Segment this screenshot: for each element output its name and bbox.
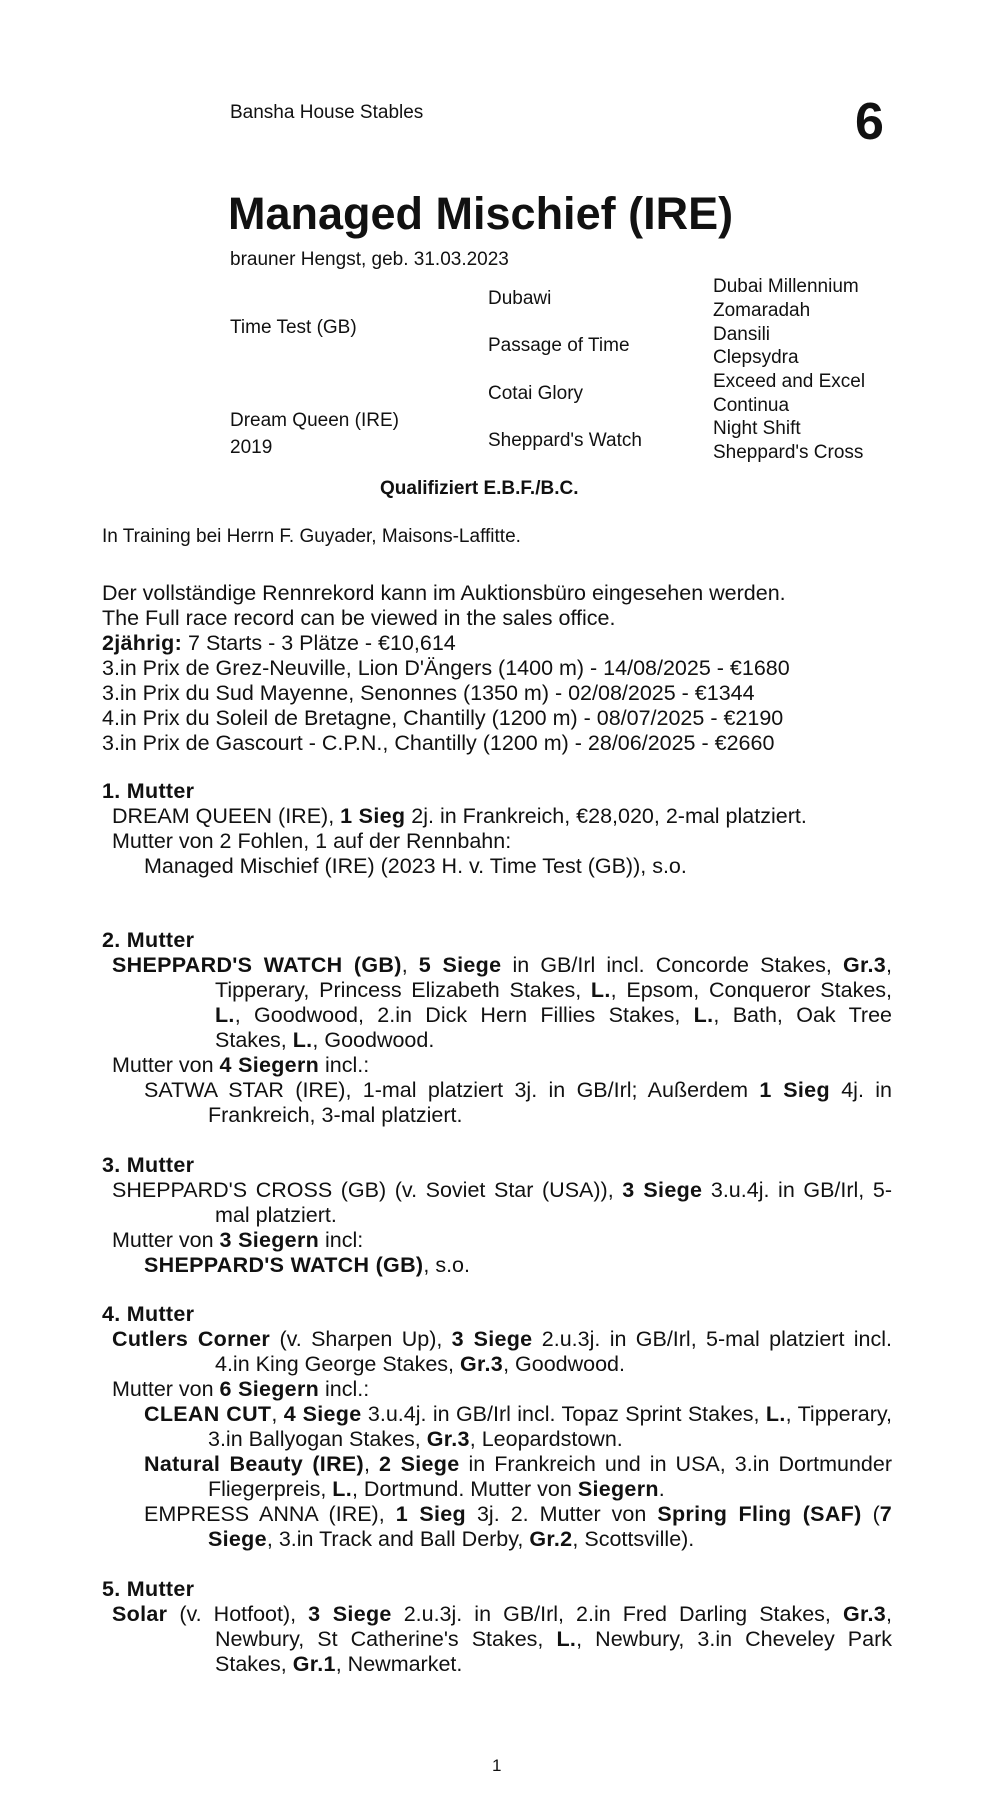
dam-4-produce: Mutter von 6 Siegern incl.: — [112, 1377, 370, 1401]
dam-5-record: Solar (v. Hotfoot), 3 Siege 2.u.3j. in GB/Irl, 2.in Fred Darling Stakes, Gr.3, Newbury, St Catherine's Stakes, L., Newbury, 3.in Cheveley Park Stakes, Gr.1, Newmarket. — [112, 1602, 892, 1676]
dam-4-offspring: EMPRESS ANNA (IRE), 1 Sieg 3j. 2. Mutter von Spring Fling (SAF) (7 Siege, 3.in Track and Ball Derby, Gr.2, Scottsville). — [144, 1502, 893, 1551]
age-label: 2jährig: — [102, 631, 183, 655]
dam-2-offspring: SATWA STAR (IRE), 1-mal platziert 3j. in GB/Irl; Außerdem 1 Sieg 4j. in Frankreich, 3-mal platziert. — [144, 1078, 892, 1127]
g3-ancestor: Sheppard's Cross — [713, 442, 864, 463]
race-line: 3.in Prix de Gascourt - C.P.N., Chantilly (1200 m) - 28/06/2025 - €2660 — [102, 731, 775, 755]
section-heading: 2. Mutter — [102, 928, 195, 952]
g3-ancestor: Exceed and Excel — [713, 371, 866, 392]
dam-4-offspring: Natural Beauty (IRE), 2 Siege in Frankreich und in USA, 3.in Dortmunder Fliegerpreis, L., Dortmund. Mutter von Siegern. — [144, 1452, 892, 1501]
section-heading: 5. Mutter — [102, 1577, 195, 1601]
dam-3-section — [102, 1153, 892, 1278]
g3-ancestor: Zomaradah — [713, 300, 811, 321]
dam-3-produce: Mutter von 3 Siegern incl: — [112, 1228, 364, 1252]
dam-2-section — [102, 928, 892, 1128]
dam-5-section — [102, 1577, 892, 1677]
qualification: Qualifiziert E.B.F./B.C. — [380, 478, 579, 499]
dam-sire: Cotai Glory — [488, 383, 584, 404]
record-note-de: Der vollständige Rennrekord kann im Auktionsbüro eingesehen werden. — [102, 581, 786, 605]
race-record — [102, 581, 902, 756]
dam-1-record: DREAM QUEEN (IRE), 1 Sieg 2j. in Frankreich, €28,020, 2-mal platziert. — [112, 804, 807, 828]
dam-2-produce: Mutter von 4 Siegern incl.: — [112, 1053, 370, 1077]
dam-1-produce: Mutter von 2 Fohlen, 1 auf der Rennbahn: — [112, 829, 512, 853]
race-line: 3.in Prix du Sud Mayenne, Senonnes (1350 m) - 02/08/2025 - €1344 — [102, 681, 755, 705]
g3-ancestor: Continua — [713, 395, 790, 416]
section-heading: 4. Mutter — [102, 1302, 195, 1326]
section-heading: 3. Mutter — [102, 1153, 195, 1177]
dam-3-offspring: SHEPPARD'S WATCH (GB), s.o. — [144, 1253, 470, 1277]
dam-1-foal: Managed Mischief (IRE) (2023 H. v. Time Test (GB)), s.o. — [144, 854, 687, 878]
horse-description: brauner Hengst, geb. 31.03.2023 — [230, 249, 509, 270]
sire: Time Test (GB) — [230, 317, 357, 338]
g3-ancestor: Dansili — [713, 324, 771, 345]
race-line: 4.in Prix du Soleil de Bretagne, Chantilly (1200 m) - 08/07/2025 - €2190 — [102, 706, 784, 730]
sire-sire: Dubawi — [488, 288, 552, 309]
record-note-en: The Full race record can be viewed in the sales office. — [102, 606, 616, 630]
horse-name: Managed Mischief (IRE) — [228, 188, 734, 239]
g3-ancestor: Dubai Millennium — [713, 276, 859, 297]
dam-dam: Sheppard's Watch — [488, 430, 642, 451]
training-note: In Training bei Herrn F. Guyader, Maisons-Laffitte. — [102, 526, 521, 547]
consignor: Bansha House Stables — [230, 102, 424, 123]
dam-4-record: Cutlers Corner (v. Sharpen Up), 3 Siege 2.u.3j. in GB/Irl, 5-mal platziert incl. 4.in King George Stakes, Gr.3, Goodwood. — [112, 1327, 892, 1376]
dam-year: 2019 — [230, 437, 273, 458]
g3-ancestor: Night Shift — [713, 418, 801, 439]
section-heading: 1. Mutter — [102, 779, 195, 803]
dam-3-record: SHEPPARD'S CROSS (GB) (v. Soviet Star (USA)), 3 Siege 3.u.4j. in GB/Irl, 5-mal platziert. — [112, 1178, 892, 1227]
page-number: 1 — [492, 1756, 502, 1775]
lot-number: 6 — [855, 93, 884, 151]
dam-2-record: SHEPPARD'S WATCH (GB), 5 Siege in GB/Irl incl. Concorde Stakes, Gr.3, Tipperary, Princess Elizabeth Stakes, L., Epsom, Conqueror Stakes, L., Goodwood, 2.in Dick Hern Fillies Stakes, L., Bath, Oak Tree Stakes, L., Goodwood. — [112, 953, 892, 1052]
dam-1-section — [102, 779, 892, 879]
dam: Dream Queen (IRE) — [230, 410, 399, 431]
dam-4-section — [102, 1302, 892, 1552]
dam-4-offspring: CLEAN CUT, 4 Siege 3.u.4j. in GB/Irl incl. Topaz Sprint Stakes, L., Tipperary, 3.in Ballyogan Stakes, Gr.3, Leopardstown. — [144, 1402, 892, 1451]
sire-dam: Passage of Time — [488, 335, 630, 356]
record-summary: 2jährig: 7 Starts - 3 Plätze - €10,614 — [102, 631, 456, 655]
g3-ancestor: Clepsydra — [713, 347, 799, 368]
race-line: 3.in Prix de Grez-Neuville, Lion D'Ängers (1400 m) - 14/08/2025 - €1680 — [102, 656, 790, 680]
